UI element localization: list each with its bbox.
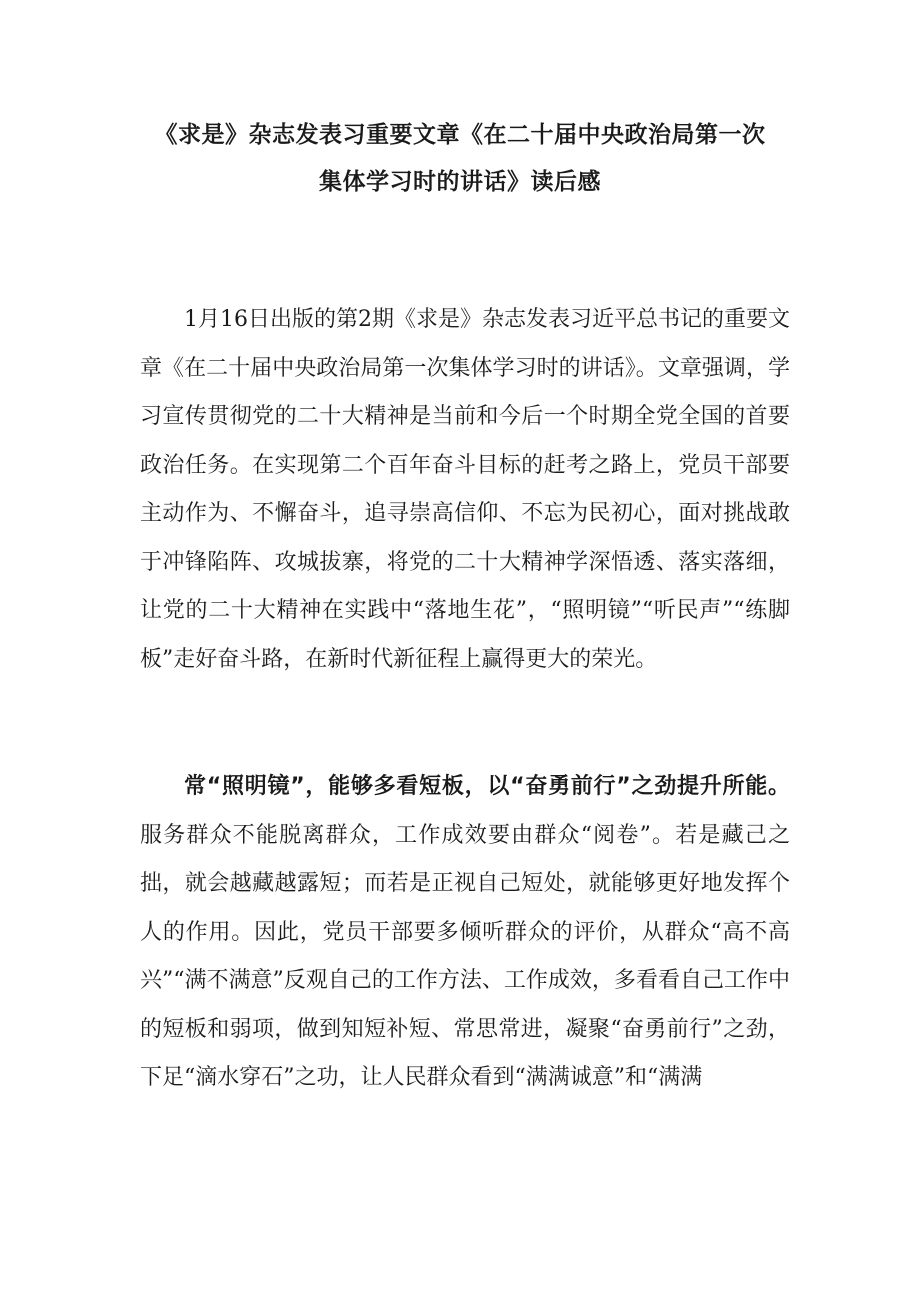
paragraph-intro: 1月16日出版的第2期《求是》杂志发表习近平总书记的重要文章《在二十届中央政治局第一次集体学习时的讲话》。文章强调，学习宣传贯彻党的二十大精神是当前和今后一个时期全党全国的首要政治任务。在实现第二个百年奋斗目标的赶考之路上，党员干部要主动作为、不懈奋斗，追寻崇高信仰、不忘为民初心，面对挑战敢于冲锋陷阵、攻城拔寨，将党的二十大精神学深悟透、落实落细，让党的二十大精神在实践中“落地生花”，“照明镜”“听民声”“练脚板”走好奋斗路，在新时代新征程上赢得更大的荣光。 (140, 307, 790, 672)
title-line-2: 集体学习时的讲话》读后感 (319, 169, 601, 195)
section-1-lead-sentence: 常“照明镜”，能够多看短板，以“奋勇前行”之劲提升所能。 (184, 774, 790, 799)
title-line-1: 《求是》杂志发表习重要文章《在二十届中央政治局第一次 (154, 122, 766, 148)
document-title (120, 112, 800, 206)
section-1-body: 服务群众不能脱离群众，工作成效要由群众“阅卷”。若是藏己之拙，就会越藏越露短；而若是正视自己短处，就能够更好地发挥个人的作用。因此，党员干部要多倾听群众的评价，从群众“高不高兴”“满不满意”反观自己的工作方法、工作成效，多看看自己工作中的短板和弱项，做到知短补短、常思常进，凝聚“奋勇前行”之劲，下足“滴水穿石”之功，让人民群众看到“满满诚意”和“满满 (140, 822, 790, 1090)
paragraph-section-1 (140, 763, 790, 1103)
